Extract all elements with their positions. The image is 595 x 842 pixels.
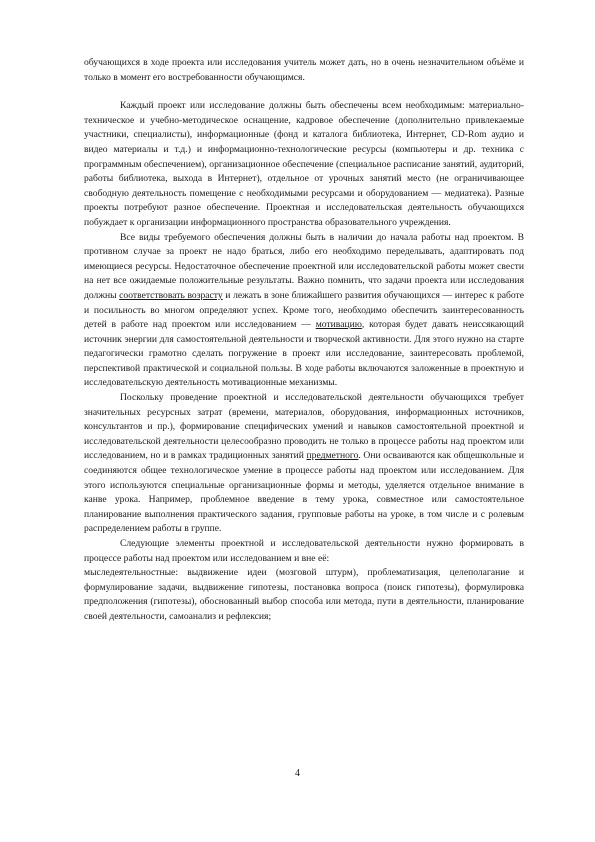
paragraph-skills bbox=[84, 391, 524, 537]
paragraph-thinking-activities: мыследеятельностные: выдвижение идеи (мозговой штурм), проблематизация, целеполагание и формулирование задачи, выдвижение гипотезы, постановка вопроса (поиск гипотезы), формулировка предположения (гипотезы), обоснованный выбор способа или метода, пути в деятельности, планирование своей деятельности, самоанализ и рефлексия; bbox=[84, 567, 524, 622]
paragraph-text: Поскольку проведение проектной и исследовательской деятельности обучающихся требует значительных ресурсных затрат (времени, материалов, оборудования, информационных источников, консультантов и пр.), формирование специфических умений и навыков самостоятельной проектной и исследовательской деятельности целесообразно проводить не только в процессе работы над проектом или исследованием, но и в рамках традиционных занятий bbox=[84, 392, 524, 462]
paragraph-text: Все виды требуемого обеспечения должны быть в наличии до начала работы над проектом. В противном случае за проект не надо браться, либо его необходимо переделывать, адаптировать под имеющиеся ресурсы. Недостаточное обеспечение проектной или исследовательской работы может свести на нет все ожидаемые положительные результаты. Важно помнить, что задачи проекта или исследования должны bbox=[84, 231, 524, 301]
paragraph-text: и лежать в зоне ближайшего развития обучающихся — интерес к работе и посильность во многом определяют успех. Кроме того, необходимо обеспечить заинтересованность детей в работе над проектом или исследованием — bbox=[84, 289, 524, 331]
underlined-phrase-age: соответствовать возрасту bbox=[119, 289, 223, 301]
underlined-phrase-motivation: мотивацию bbox=[315, 319, 362, 331]
paragraph-resources: Каждый проект или исследование должны быть обеспечены всем необходимым: материально-техническое и учебно-методическое оснащение, кадровое обеспечение (дополнительно привлекаемые участники, специалисты), информационные (фонд и каталога библиотека, Интернет, CD-Rom аудио и видео материалы и т.д.) и информационно-технологические ресурсы (компьютеры и др. техника с программным обеспечением), организационное обеспечение (специальное расписание занятий, аудиторий, работы библиотека, выхода в Интернет), отдельное от урочных занятий место (не ограничивающее свободную деятельность помещение с необходимыми ресурсами и оборудованием — медиатека). Разные проекты потребуют разное обеспечение. Проектная и исследовательская деятельность обучающихся побуждает к организации информационного пространства образовательного учреждения. bbox=[84, 100, 524, 228]
page-number: 4 bbox=[295, 768, 300, 779]
document-body bbox=[84, 56, 524, 625]
paragraph-provision bbox=[84, 231, 524, 392]
paragraph-elements-intro: Следующие элементы проектной и исследовательской деятельности нужно формировать в процессе работы над проектом или исследованием и вне её: bbox=[84, 538, 524, 564]
paragraph-text: , которая будет давать неиссякающий источник энергии для самостоятельной деятельности и творческой активности. Для этого нужно на старте педагогически грамотно сделать погружение в проект или исследование, заинтересовать проблемой, перспективой практической и социальной пользы. В ходе работы включаются заложенные в проектную и исследовательскую деятельность мотивационные механизмы. bbox=[84, 319, 524, 389]
paragraph-text: . Они осваиваются как общешкольные и соединяются общее технологическое умение в процессе работы над проектом или исследованием. Для этого используются специальные организационные формы и методы, уделяется отдельное внимание в канве урока. Например, проблемное введение в тему урока, совместное или самостоятельное планирование выполнения практического задания, групповые работы на уроке, в том числе и с ролевым распределением работы в группе. bbox=[84, 450, 524, 535]
underlined-word-subject: предметного bbox=[306, 450, 359, 462]
paragraph-continuation: обучающихся в ходе проекта или исследования учитель может дать, но в очень незначительном объёме и только в момент его востребованности обучающимся. bbox=[84, 57, 524, 83]
